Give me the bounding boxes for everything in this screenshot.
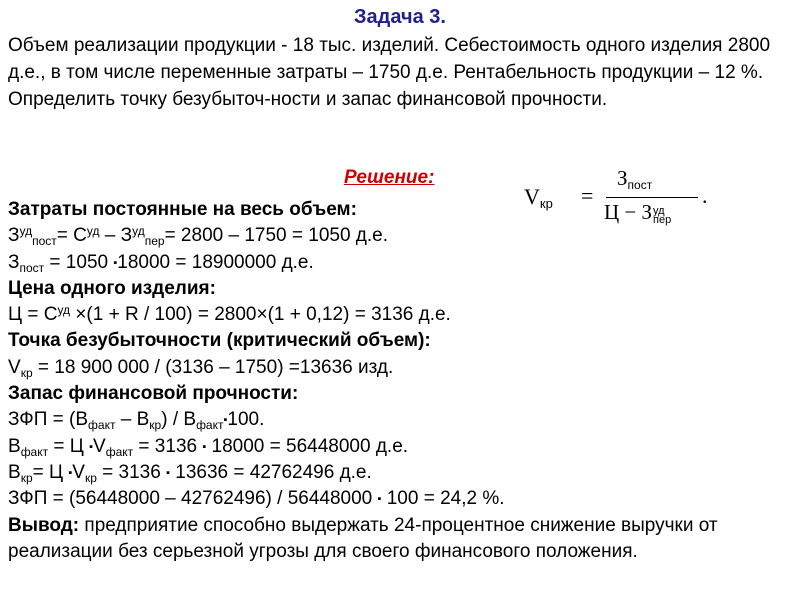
formula-denominator: Ц − З уд пер	[604, 200, 672, 226]
formula-equals: =	[581, 183, 594, 208]
multiply-dot: ▪	[202, 440, 207, 453]
slide-title: Задача 3.	[354, 6, 446, 28]
problem-statement: Объем реализации продукции - 18 тыс. изделий. Себестоимость одного изделия 2800 д.е., в том числе переменные затраты – 1750 д.е. Рентабельность продукции – 12 %. Определить точку безубыточ-ности и запас финансовой прочности.	[8, 35, 771, 110]
breakeven-heading: Точка безубыточности (критический объем):	[8, 330, 431, 352]
formula-period: .	[702, 183, 708, 208]
margin-heading: Запас финансовой прочности:	[8, 383, 299, 405]
margin-formula-line: ЗФП = $(В_{факт} - В_{кр})$ / $В_{факт}▪100$.	[8, 409, 265, 433]
solution-label: Решение:	[344, 167, 435, 188]
multiply-dot: ▪	[113, 256, 118, 269]
actual-revenue-line: $В_{факт} = Ц$ $▪V_{факт} = 3136$ ▪ 18000 = 56448000 д.е.	[8, 435, 409, 459]
multiply-dot: ▪	[68, 466, 73, 479]
conclusion-text: предприятие способно выдержать 24-процентное снижение выручки от реализации без серьезной угрозы для своего финансового положения.	[8, 514, 718, 562]
solution-body	[8, 197, 793, 565]
multiply-dot: ▪	[166, 466, 170, 479]
conclusion	[8, 513, 793, 566]
price-heading: Цена одного изделия:	[8, 277, 216, 299]
margin-result-line: ЗФП = (56448000 – 42762496) / 56448000 ▪ 100 = 24,2 %.	[8, 488, 505, 510]
formula-numerator: $З_{пост}$	[617, 166, 653, 192]
formula-lhs: $V_{кр}$	[524, 184, 553, 211]
breakeven-line: $V_{кр} = 18$ 900 000 / (3136 – 1750) =13636 изд.	[8, 356, 394, 380]
formula-den-scripts: уд пер	[653, 205, 672, 226]
multiply-dot: ▪	[377, 493, 382, 506]
price-line: $Ц = С^{уд} \times(1 + R / 100) = 2800\times(1 + 0,12) = 3136$ д.е.	[8, 303, 451, 326]
total-fixed-cost-line: $З_{пост} = 1050$ ▪18000 = 18900000 д.е.	[8, 251, 314, 275]
multiply-dot: ▪	[223, 414, 228, 427]
conclusion-label: Вывод:	[8, 514, 80, 536]
critical-revenue-line: $В_{кр}= Ц$ $▪V_{кр} = 3136$ ▪ 13636 = 42762496 д.е.	[8, 461, 372, 485]
unit-fixed-cost-line: $З^{уд}_{пост}= С^{уд} - З^{уд}_{пер}= 2800 - 1750 = 1050$ д.е.	[8, 224, 389, 249]
multiply-dot: ▪	[89, 440, 94, 453]
fixed-costs-heading: Затраты постоянные на весь объем:	[8, 199, 357, 220]
